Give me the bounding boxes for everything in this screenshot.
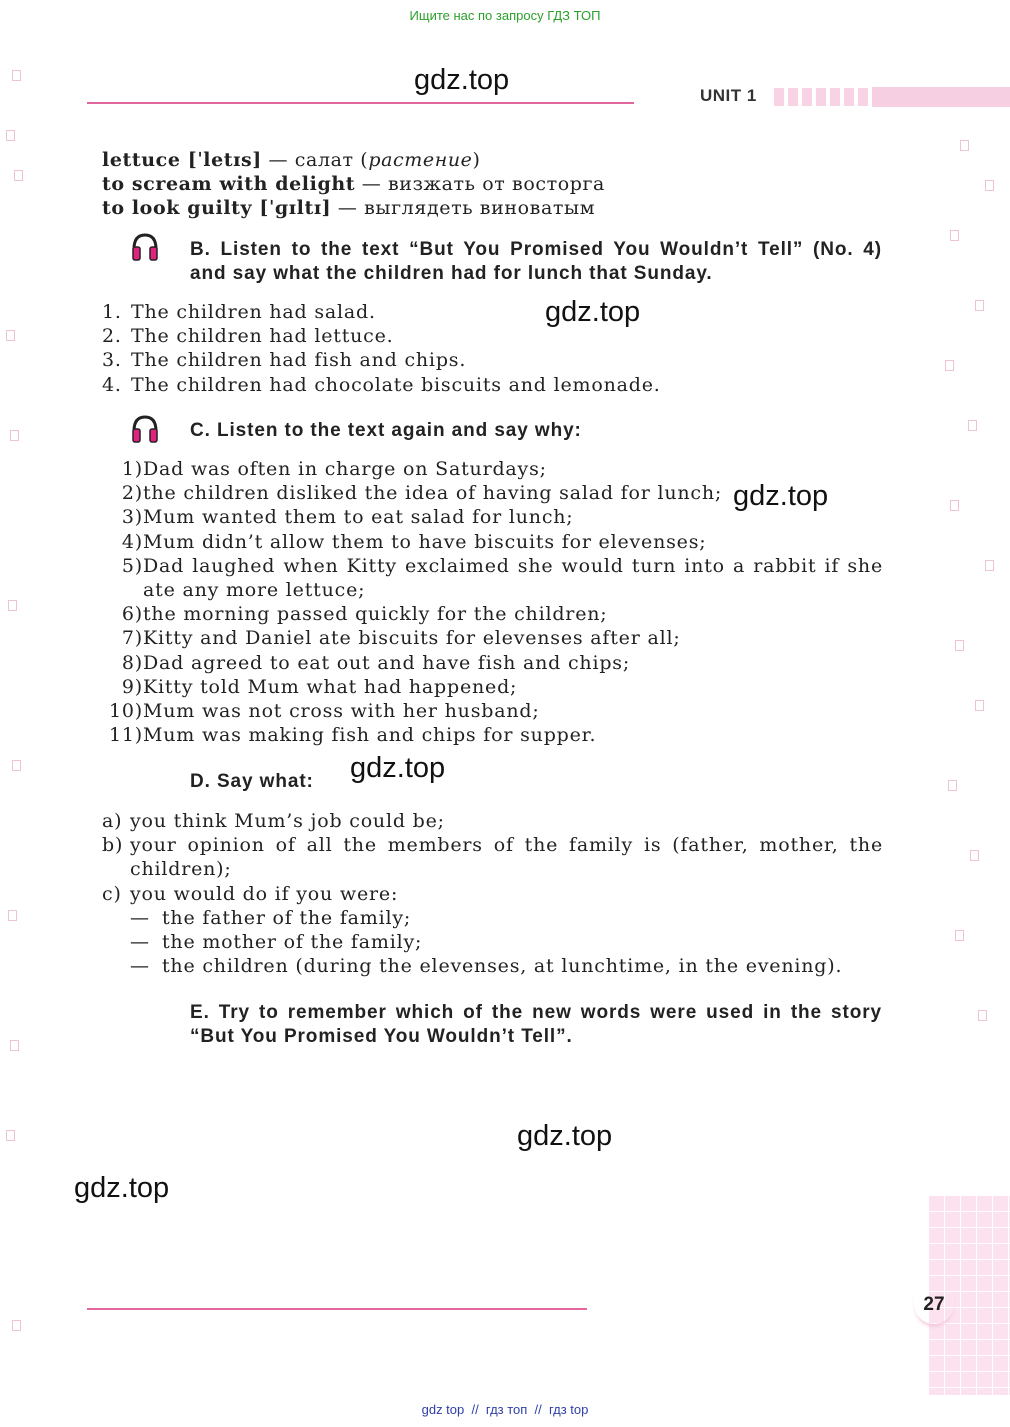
list-item: — the father of the family; bbox=[130, 906, 412, 929]
vocab-item: lettuce [ˈletɪs] — салат (растение) bbox=[102, 149, 481, 171]
unit-decoration bbox=[774, 88, 874, 106]
task-b-heading: B. Listen to the text “But You Promised You Wouldn’t Tell” (No. 4) and say what the children had for lunch that Sunday. bbox=[190, 239, 882, 284]
footer-rule bbox=[87, 1308, 587, 1310]
list-b bbox=[102, 300, 883, 397]
watermark: gdz.top bbox=[414, 64, 510, 96]
list-item: — the children (during the elevenses, at lunchtime, in the evening). bbox=[130, 955, 843, 978]
watermark: gdz.top bbox=[517, 1120, 613, 1152]
list-item: 2) the children disliked the idea of having salad for lunch; bbox=[121, 482, 723, 505]
list-item: 9) Kitty told Mum what had happened; bbox=[121, 675, 518, 698]
vocab-list bbox=[102, 148, 605, 220]
list-item: — the mother of the family; bbox=[130, 931, 423, 954]
list-item: 3. The children had fish and chips. bbox=[102, 349, 467, 372]
list-item: 4. The children had chocolate biscuits and lemonade. bbox=[102, 373, 661, 396]
headphones-icon bbox=[130, 232, 160, 262]
header-rule bbox=[87, 102, 634, 104]
list-item: 2. The children had lettuce. bbox=[102, 325, 394, 348]
watermark: gdz.top bbox=[74, 1172, 170, 1204]
list-item: a) you think Mum’s job could be; bbox=[102, 810, 445, 832]
list-item: 7) Kitty and Daniel ate biscuits for elevenses after all; bbox=[121, 627, 681, 650]
vocab-item: to look guilty [ˈɡɪltɪ] — выглядеть виноватым bbox=[102, 197, 596, 219]
task-d-heading: D. Say what: bbox=[190, 771, 314, 792]
search-hint: Ищите нас по запросу ГДЗ ТОП bbox=[409, 8, 601, 23]
list-d bbox=[102, 809, 883, 978]
vocab-item: to scream with delight — визжать от восторга bbox=[102, 173, 605, 195]
list-item: 8) Dad agreed to eat out and have fish and chips; bbox=[121, 651, 631, 674]
unit-bar bbox=[872, 87, 1010, 107]
list-item: 1) Dad was often in charge on Saturdays; bbox=[121, 458, 547, 480]
list-item: 11) Mum was making fish and chips for supper. bbox=[109, 724, 597, 747]
list-item: 10) Mum was not cross with her husband; bbox=[109, 700, 540, 723]
list-item: b) your opinion of all the members of the family is (father, mother, the children); bbox=[102, 834, 883, 881]
headphones-icon bbox=[130, 414, 160, 444]
footer-links[interactable]: gdz top // гдз топ // гдз top bbox=[421, 1402, 589, 1417]
task-c-heading: C. Listen to the text again and say why: bbox=[190, 420, 582, 441]
page-number: 27 bbox=[914, 1292, 954, 1324]
list-item: c) you would do if you were: bbox=[102, 882, 399, 905]
watermark: gdz.top bbox=[733, 480, 829, 512]
watermark: gdz.top bbox=[545, 296, 641, 328]
list-item: 1. The children had salad. bbox=[102, 301, 376, 323]
unit-label: UNIT 1 bbox=[700, 86, 757, 105]
list-item: 3) Mum wanted them to eat salad for lunch; bbox=[121, 506, 574, 529]
list-item: 4) Mum didn’t allow them to have biscuits for elevenses; bbox=[121, 530, 707, 553]
list-item: 5) Dad laughed when Kitty exclaimed she would turn into a rabbit if she ate any more lettuce; bbox=[121, 554, 883, 602]
watermark: gdz.top bbox=[350, 752, 446, 784]
task-e-heading: E. Try to remember which of the new words were used in the story “But You Promised You Wouldn’t Tell”. bbox=[190, 1002, 882, 1047]
list-item: 6) the morning passed quickly for the children; bbox=[121, 603, 608, 626]
